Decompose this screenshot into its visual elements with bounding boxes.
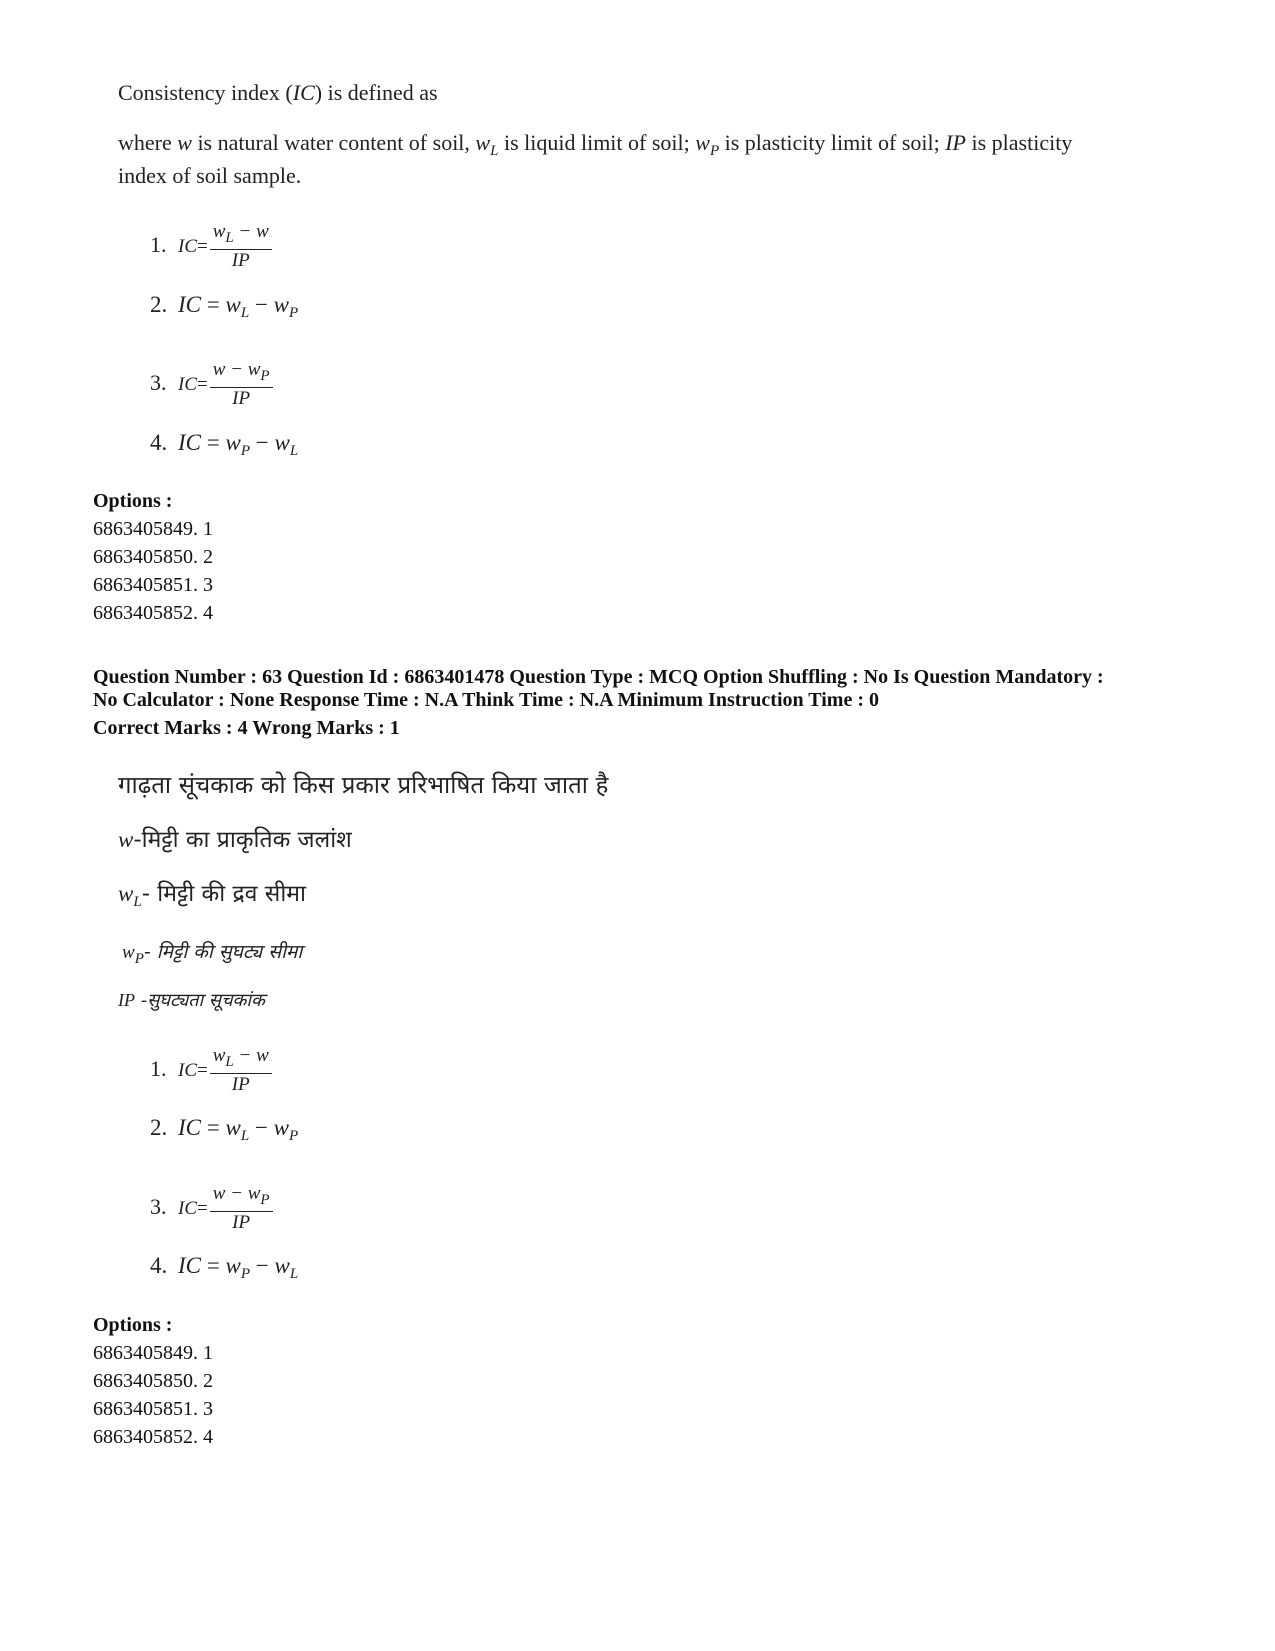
q63-options-heading: Options :	[93, 1314, 173, 1336]
q62-stem-line3: index of soil sample.	[118, 163, 302, 188]
q62-stem-line1: Consistency index (IC) is defined as	[118, 80, 438, 105]
q63-option-id-4: 6863405852. 4	[93, 1426, 213, 1448]
q62-options-heading: Options :	[93, 490, 173, 512]
q62-stem-line2: where w is natural water content of soil, $w_L$ is liquid limit of soil; $w_P$ is plasticity limit of soil; IP is plasticity	[118, 130, 1073, 159]
q62-formula-option-1: 1. IC= $\frac{w_L - w}{IP}$	[150, 222, 272, 272]
q63-formula-option-3: 3. IC= $\frac{w - w_P}{IP}$	[150, 1184, 273, 1234]
q63-formula-option-2: 2. IC = $w_L - w_P$	[150, 1115, 299, 1144]
q63-meta-line2: No Calculator : None Response Time : N.A Think Time : N.A Minimum Instruction Time : 0	[93, 689, 879, 711]
q62-formula-option-3: 3. IC= $\frac{w - w_P}{IP}$	[150, 360, 273, 410]
q62-formula-option-4: 4. IC = $w_P - w_L$	[150, 430, 299, 459]
q63-formula-option-4: 4. IC = $w_P - w_L$	[150, 1253, 299, 1282]
q63-meta-line1: Question Number : 63 Question Id : 6863401478 Question Type : MCQ Option Shuffling : No Is Question Mandatory :	[93, 666, 1104, 688]
q63-formula-option-1: 1. IC= $\frac{w_L - w}{IP}$	[150, 1046, 272, 1096]
q63-marks: Correct Marks : 4 Wrong Marks : 1	[93, 717, 400, 739]
q62-formula-option-2: 2. IC = $w_L - w_P$	[150, 292, 299, 321]
q63-option-id-2: 6863405850. 2	[93, 1370, 213, 1392]
q62-option-id-2: 6863405850. 2	[93, 546, 213, 568]
q63-option-id-3: 6863405851. 3	[93, 1398, 213, 1420]
q63-option-id-1: 6863405849. 1	[93, 1342, 213, 1364]
q62-option-id-1: 6863405849. 1	[93, 518, 213, 540]
q63-hindi-ip: IP -सुघट्यता सूचकांक	[118, 990, 265, 1011]
q63-hindi-wl: $w_L-$ मिट्टी की द्रव सीमा	[118, 881, 306, 910]
q63-hindi-w: w-मिट्टी का प्राकृतिक जलांश	[118, 827, 352, 853]
q62-option-id-3: 6863405851. 3	[93, 574, 213, 596]
q62-option-id-4: 6863405852. 4	[93, 602, 213, 624]
q63-hindi-title: गाढ़ता सूंचकाक को किस प्रकार प्ररिभाषित किया जाता है	[118, 771, 609, 799]
q63-hindi-wp: $w_P-$ मिट्टी की सुघट्य सीमा	[122, 941, 303, 967]
